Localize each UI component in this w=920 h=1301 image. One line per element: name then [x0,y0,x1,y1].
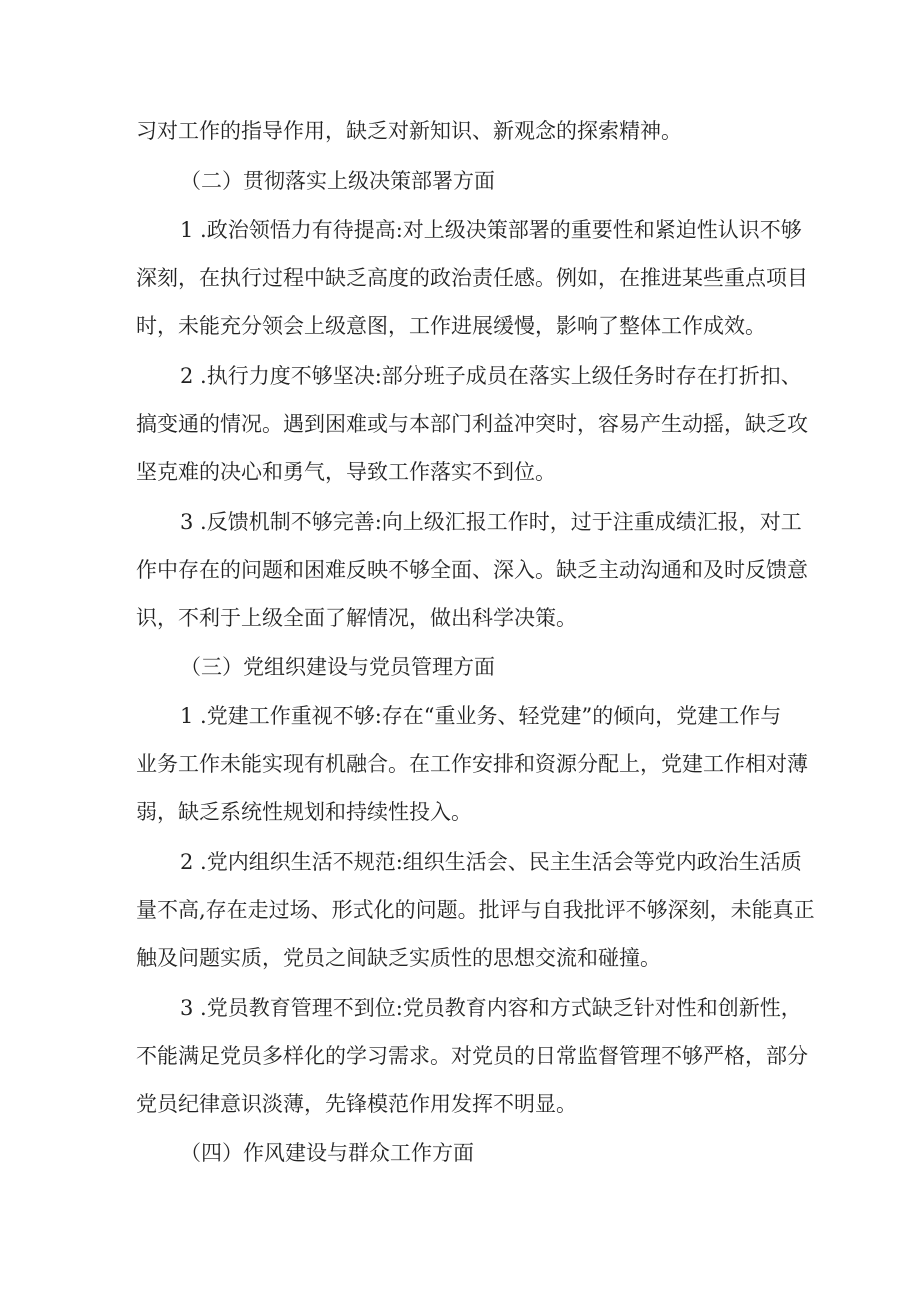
item-2-1-line: 时，未能充分领会上级意图，工作进展缓慢，影响了整体工作成效。 [136,314,766,338]
item-2-1-first-line: 1 .政治领悟力有待提高:对上级决策部署的重要性和紧迫性认识不够 [180,218,802,242]
item-3-3-first-line: 3 .党员教育管理不到位:党员教育内容和方式缺乏针对性和创新性， [180,996,802,1020]
item-3-1-line: 弱，缺乏系统性规划和持续性投入。 [136,800,472,824]
section-heading-3: （三）党组织建设与党员管理方面 [180,655,495,679]
item-3-2-first-line: 2 .党内组织生活不规范:组织生活会、民主生活会等党内政治生活质 [180,850,802,874]
item-2-2-first-line: 2 .执行力度不够坚决:部分班子成员在落实上级任务时存在打折扣、 [180,364,802,388]
item-2-2-line: 坚克难的决心和勇气，导致工作落实不到位。 [136,460,556,484]
item-2-3-line: 识，不利于上级全面了解情况，做出科学决策。 [136,606,577,630]
item-2-3-line: 作中存在的问题和困难反映不够全面、深入。缺乏主动沟通和及时反馈意 [136,558,808,582]
item-2-3-first-line: 3 .反馈机制不够完善:向上级汇报工作时，过于注重成绩汇报，对工 [180,510,802,534]
section-heading-4: （四）作风建设与群众工作方面 [180,1141,474,1165]
item-3-2-line: 触及问题实质，党员之间缺乏实质性的思想交流和碰撞。 [136,946,661,970]
item-3-2-line: 量不高,存在走过场、形式化的问题。批评与自我批评不够深刻，未能真正 [136,898,815,922]
item-2-1-line: 深刻，在执行过程中缺乏高度的政治责任感。例如，在推进某些重点项目 [136,266,808,290]
section-heading-2: （二）贯彻落实上级决策部署方面 [180,169,495,193]
item-3-3-line: 不能满足党员多样化的学习需求。对党员的日常监督管理不够严格，部分 [136,1044,808,1068]
item-3-1-first-line: 1 .党建工作重视不够:存在“重业务、轻党建”的倾向，党建工作与 [180,704,782,728]
item-2-2-line: 搞变通的情况。遇到困难或与本部门利益冲突时，容易产生动摇，缺乏攻 [136,412,808,436]
item-3-1-line: 业务工作未能实现有机融合。在工作安排和资源分配上，党建工作相对薄 [136,752,808,776]
item-3-3-line: 党员纪律意识淡薄，先锋模范作用发挥不明显。 [136,1092,577,1116]
paragraph-continuation-line: 习对工作的指导作用，缺乏对新知识、新观念的探索精神。 [136,119,682,143]
